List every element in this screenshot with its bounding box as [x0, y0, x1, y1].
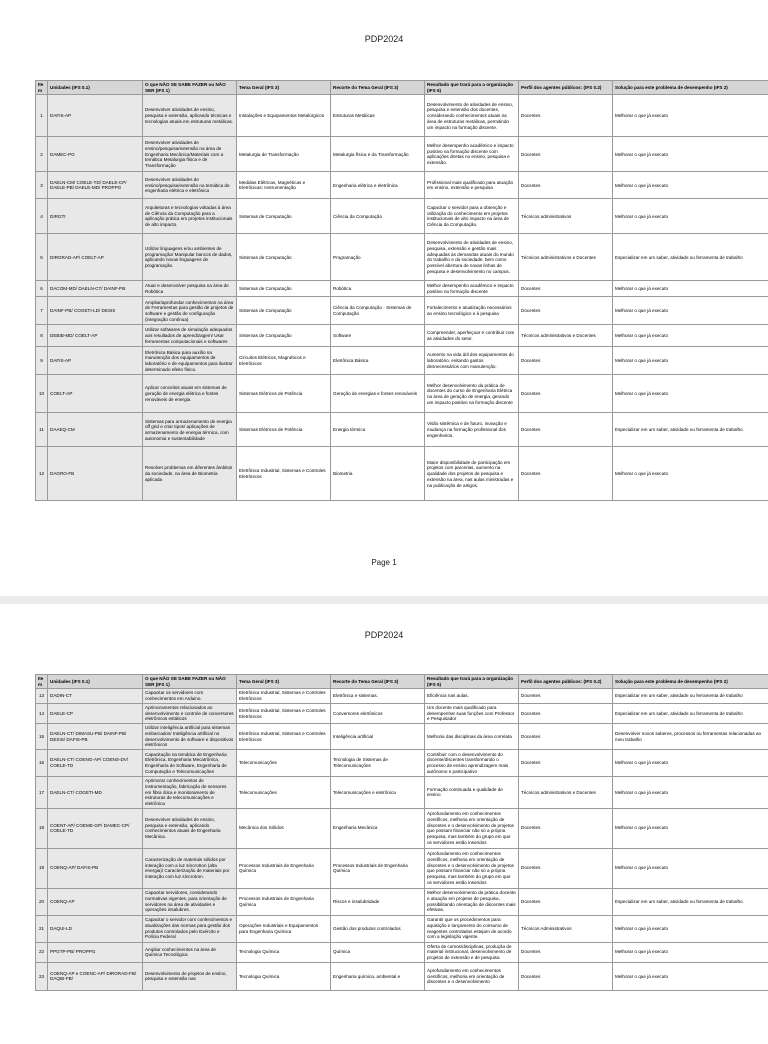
header-recorte: Recorte do Tema Geral (IFS 3)	[331, 675, 425, 689]
header-nao-sabe: O que NÃO SE SABE FAZER ou NÃO SER (IFS 1)	[143, 675, 237, 689]
cell-resultado: Visão sistêmica e de futuro, inovação e mudança na formação profissional dos engenheiros.	[425, 413, 519, 447]
header-tema: Tema Geral (IFS 3)	[237, 81, 331, 95]
cell-unidades: DACOM-MD/ DAELN-CT/ DAINF-PB	[48, 281, 143, 297]
cell-nao-sabe: Ampliar/aprofundar conhecimentos na área de Ferramentas para gestão de projetos de software e gestão de configuração (integração contínua)	[143, 297, 237, 325]
cell-unidades: DAFIS-AP	[48, 95, 143, 137]
cell-recorte: Engenharia química, ambiental e	[331, 962, 425, 990]
cell-unidades: DAINF-PB/ COGETI-LD/ DESIS	[48, 297, 143, 325]
cell-unidades: COENQ-AP	[48, 888, 143, 915]
cell-nao-sabe: Ampliar conhecimentos na área de Química Tecnológica	[143, 942, 237, 962]
header-item: Item	[36, 675, 48, 689]
header-unidades: Unidades (IFS 0.1)	[48, 675, 143, 689]
cell-nao-sabe: Desenvolvimento de projetos de ensino, pesquisa e extensão nas	[143, 962, 237, 990]
cell-perfil: Técnicos administrativos e Docentes	[519, 325, 613, 347]
cell-recorte: Energia térmica	[331, 413, 425, 447]
cell-tema: Tecnologia Química	[237, 942, 331, 962]
cell-nao-sabe: Capacitar servidores, considerando normativas vigentes, para orientação de servidores na área de atividades e operações insalubres.	[143, 888, 237, 915]
cell-solucao: Melhorar o que já executo	[613, 325, 768, 347]
cell-tema: Eletrônica Industrial, Sistemas e Controles Eletrônicos	[237, 447, 331, 501]
cell-resultado: Contribuir com o desenvolvimento do docente/discentes transformando o processo de ensino aprendizagem mais autônomo e participativo	[425, 750, 519, 777]
header-solucao: Solução para este problema de desempenho (IFS 2)	[613, 675, 768, 689]
cell-nao-sabe: Sistemas para armazenamento de energia off grid e criar tipos/ aplicações de armazenamento de energia térmica, com autonomia e sustentabilidade	[143, 413, 237, 447]
cell-item: 22	[36, 942, 48, 962]
cell-resultado: Aprofundamento em conhecimentos científicos, melhoria em orientação de discentes e o desenvolvimento de projetos que possam financiar não só a própria pesquisa, mas também do grupo em que os servidores estão inseridos	[425, 808, 519, 848]
cell-nao-sabe: Capacitação na temática de Engenharia Eletrônica, Engenharia Mecatrônica, Engenharia de Software, Engenharia de Computação e Telecomunicações	[143, 750, 237, 777]
cell-perfil: Docentes	[519, 137, 613, 172]
cell-solucao: Melhorar o que já executo	[613, 962, 768, 990]
cell-nao-sabe: Utilizar linguagens e/ou ambientes de programação/ Manipular bancos de dados, aplicando novas linguagens de programação.	[143, 234, 237, 281]
cell-item: 11	[36, 413, 48, 447]
cell-item: 16	[36, 750, 48, 777]
cell-recorte: Conversores eletrônicos	[331, 703, 425, 723]
table-row	[36, 325, 768, 347]
cell-perfil: Técnicos administrativos	[519, 199, 613, 234]
cell-item: 23	[36, 962, 48, 990]
table-row	[36, 95, 768, 137]
cell-recorte: Engenharia elétrica e eletrônica	[331, 172, 425, 199]
table-row	[36, 447, 768, 501]
cell-item: 12	[36, 447, 48, 501]
header-resultado: Resultado que trará para a organização (IFS 6)	[425, 675, 519, 689]
cell-resultado: Melhor desenvolvimento da prática docente e atuação em projetos de pesquisa, possibilitando orientação de discentes mais efetivas.	[425, 888, 519, 915]
cell-solucao: Melhorar o que já executo	[613, 199, 768, 234]
cell-recorte: Eletrônica e sistemas.	[331, 689, 425, 703]
cell-nao-sabe: Capacitar os servidores com conhecimentos em Arduino.	[143, 689, 237, 703]
cell-recorte: Processos Industriais de Engenharia Química	[331, 848, 425, 888]
cell-recorte: Software	[331, 325, 425, 347]
cell-unidades: DAFIS-AP	[48, 347, 143, 375]
cell-recorte: Química	[331, 942, 425, 962]
cell-resultado: Aumento na vida útil dos equipamentos do laboratório, evitando gastos desnecessários com manutenção.	[425, 347, 519, 375]
cell-solucao: Melhorar o que já executo	[613, 281, 768, 297]
cell-item: 4	[36, 199, 48, 234]
cell-item: 21	[36, 915, 48, 942]
cell-solucao: Melhorar o que já executo	[613, 942, 768, 962]
cell-unidades: DAELN-CT/ DIMASU-PB/ DAINF-PB/ DESIS/ DAFIS-PB	[48, 724, 143, 750]
cell-nao-sabe: Utilizar softwares de simulação adequados aos resultados de aprendizagem/ Usar ferramentas computacionais e softwares	[143, 325, 237, 347]
cell-perfil: Docentes	[519, 172, 613, 199]
cell-nao-sabe: Arquiteturas e tecnologias voltadas à área de Ciência da Computação para a aplicação prática em projetos institucionais de alto impacto.	[143, 199, 237, 234]
header-tema: Tema Geral (IFS 3)	[237, 675, 331, 689]
cell-recorte: Eletrônica Básica	[331, 347, 425, 375]
cell-perfil: Docentes	[519, 375, 613, 413]
cell-unidades: COENQ-AP e COENC-AP/ DIRGRAD-FB/ DAQBI-FB/	[48, 962, 143, 990]
cell-unidades: DAMEC-PG	[48, 137, 143, 172]
cell-recorte: Biometria	[331, 447, 425, 501]
cell-unidades: COENT-AP/ COEME-GP/ DAMEC-CP/ COELE-TD	[48, 808, 143, 848]
header-item: Item	[36, 81, 48, 95]
cell-resultado: Um docente mais qualificado para desempenhar suas funções com Professor e Pesquisador	[425, 703, 519, 723]
cell-tema: Processos Industriais de Engenharia Química	[237, 888, 331, 915]
cell-tema: Sistemas de Computação	[237, 281, 331, 297]
cell-item: 19	[36, 848, 48, 888]
document-page-2	[0, 604, 768, 1044]
cell-item: 2	[36, 137, 48, 172]
cell-solucao: Melhorar o que já executo	[613, 447, 768, 501]
cell-solucao: Especializar em um saber, atividade ou ferramenta de trabalho	[613, 689, 768, 703]
cell-unidades: DEBIB-MD/ COELT-AP	[48, 325, 143, 347]
cell-perfil: Docentes	[519, 703, 613, 723]
cell-recorte: Metalurgia física e da Transformação	[331, 137, 425, 172]
cell-unidades: DAELE-CP	[48, 703, 143, 723]
cell-tema: Eletrônica Industrial, Sistemas e Controles Eletrônicos	[237, 703, 331, 723]
table-row	[36, 137, 768, 172]
cell-unidades: DIRGRAD-AP/ COELT-AP	[48, 234, 143, 281]
cell-perfil: Técnicos Administrativos	[519, 915, 613, 942]
cell-perfil: Docentes	[519, 942, 613, 962]
cell-resultado: Capacitar o servidor para a obtenção e utilização do conhecimento em projetos institucionais de alto impacto na área de Ciência da Computação.	[425, 199, 519, 234]
header-perfil: Perfil dos agentes públicos: (IFS 0.2)	[519, 675, 613, 689]
cell-unidades: COENQ-AP/ DAFIS-PB	[48, 848, 143, 888]
cell-unidades: DAELN-CM/ COELE-TD/ DAELE-CP/ DAELE-PB/ DAELE-MD/ PROPPG	[48, 172, 143, 199]
cell-nao-sabe: Aprimoramentos relacionados ao desenvolvimento e controle de conversores eletrônicos estáticos	[143, 703, 237, 723]
cell-item: 1	[36, 95, 48, 137]
table-row	[36, 942, 768, 962]
cell-recorte: Riscos e insalubridade	[331, 888, 425, 915]
page-title: PDP2024	[0, 630, 768, 640]
cell-perfil: Docentes	[519, 95, 613, 137]
cell-solucao: Especializar em um saber, atividade ou ferramenta de trabalho	[613, 703, 768, 723]
cell-resultado: Oferta de cursos/disciplinas, produção de material instrucional, desenvolvimento de projetos de extensão e de pesquisa	[425, 942, 519, 962]
cell-nao-sabe: Desenvolver atividades de ensino/pesquisa/extensão na temática de engenharia elétrica e eletrônica	[143, 172, 237, 199]
cell-resultado: Garantir que os procedimentos para aquisição e lançamento do consumo de reagentes controlados estejam de acordo com a legislação vigente.	[425, 915, 519, 942]
table-row	[36, 848, 768, 888]
cell-unidades: DAELN-CT/ COGETI-MD	[48, 777, 143, 809]
cell-solucao: Melhorar o que já executo	[613, 375, 768, 413]
cell-tema: Operações Industriais e Equipamentos para Engenharia Química	[237, 915, 331, 942]
cell-recorte: Robótica	[331, 281, 425, 297]
cell-solucao: Melhorar o que já executo	[613, 95, 768, 137]
cell-tema: Processos Industriais de Engenharia Química	[237, 848, 331, 888]
cell-tema: Sistemas Elétricos de Potência	[237, 413, 331, 447]
cell-nao-sabe: Aprimorar conhecimentos de instrumentação, fabricação de sensores em fibra ótica e monitoramento de estruturas de telecomunicações e eletrônica	[143, 777, 237, 809]
pdp-table-page-1	[35, 80, 768, 501]
cell-tema: Eletrônica Industrial, Sistemas e Controles Eletrônicos	[237, 724, 331, 750]
cell-unidades: DADIN-CT	[48, 689, 143, 703]
cell-resultado: Profissional mais qualificado para atuação em ensino, extensão e pesquisa	[425, 172, 519, 199]
header-solucao: Solução para este problema de desempenho (IFS 2)	[613, 81, 768, 95]
cell-solucao: Especializar em um saber, atividade ou ferramenta de trabalho	[613, 234, 768, 281]
cell-perfil: Técnicos administrativos e Docentes	[519, 777, 613, 809]
table-row	[36, 915, 768, 942]
cell-solucao: Melhorar o que já executo	[613, 848, 768, 888]
cell-solucao: Melhorar o que já executo	[613, 750, 768, 777]
table-row	[36, 724, 768, 750]
cell-nao-sabe: Desenvolver atividades de ensino, pesquisa e extensão, aplicando conhecimentos atuais de Engenharia Mecânica.	[143, 808, 237, 848]
cell-tema: Sistemas de Computação	[237, 325, 331, 347]
cell-recorte: Tecnologia de Sistemas de Telecomunicações	[331, 750, 425, 777]
cell-solucao: Melhorar o que já executo	[613, 808, 768, 848]
cell-resultado: Melhor desempenho acadêmico e impacto positivo na formação discente	[425, 281, 519, 297]
cell-resultado: Melhor desenvolvimento da prática de docentes do curso de Engenharia Elétrica na área de geração de energia, gerando um impacto positivo na formação discente	[425, 375, 519, 413]
cell-recorte: Telecomunicações e eletrônica	[331, 777, 425, 809]
cell-tema: Eletrônica Industrial, Sistemas e Controles Eletrônicos	[237, 689, 331, 703]
cell-resultado: Eficiência nas aulas.	[425, 689, 519, 703]
cell-unidades: DAELN-CT/ COENG-AP/ COENS-DV/ COELE-TD	[48, 750, 143, 777]
cell-item: 3	[36, 172, 48, 199]
cell-unidades: COELT-AP	[48, 375, 143, 413]
cell-recorte: Programação	[331, 234, 425, 281]
cell-perfil: Docentes	[519, 848, 613, 888]
cell-resultado: Aprofundamento em conhecimentos científicos, melhoria em orientação de discentes e o desenvolvimento de projetos que possam financiar não só a própria pesquisa, mas também do grupo em que os servidores estão inseridos	[425, 848, 519, 888]
table-row	[36, 808, 768, 848]
table-row	[36, 777, 768, 809]
cell-nao-sabe: Caracterização de materiais sólidos por interação com a luz síncrotron (alta energia)/ Caracterização de materiais por interação com luz síncrotron.	[143, 848, 237, 888]
table-row	[36, 703, 768, 723]
cell-perfil: Docentes	[519, 724, 613, 750]
table-row	[36, 413, 768, 447]
cell-tema: Sistemas de Computação	[237, 297, 331, 325]
cell-perfil: Técnicos administrativos e Docentes	[519, 234, 613, 281]
cell-solucao: Especializar em um saber, atividade ou ferramenta de trabalho	[613, 413, 768, 447]
cell-item: 9	[36, 347, 48, 375]
cell-solucao: Melhorar o que já executo	[613, 777, 768, 809]
page-footer: Page 1	[0, 558, 768, 567]
table-header-row	[36, 675, 768, 689]
cell-unidades: PPGTP-PB/ PROPPG	[48, 942, 143, 962]
cell-nao-sabe: Atuar e desenvolver pesquisa na área de Robótica	[143, 281, 237, 297]
cell-unidades: DIRGTI	[48, 199, 143, 234]
cell-tema: Mecânica dos Sólidos	[237, 808, 331, 848]
table-row	[36, 689, 768, 703]
cell-nao-sabe: Capacitar o servidor com conhecimentos e atualizações das normas para gestão dos produtos controlados pelo Exército e Polícia Federal	[143, 915, 237, 942]
table-row	[36, 199, 768, 234]
table-body-page-1	[36, 95, 768, 501]
cell-nao-sabe: Utilizar inteligência artificial para sistemas embarcados/ Inteligência artificial no desenvolvimento de software e dispositivos eletrônicos	[143, 724, 237, 750]
page-title: PDP2024	[0, 34, 768, 44]
cell-tema: Telecomunicações	[237, 777, 331, 809]
cell-unidades: DAGRO-FB	[48, 447, 143, 501]
cell-resultado: Aprofundamento em conhecimentos científicos, melhoria em orientação de discentes e o desenvolvimento	[425, 962, 519, 990]
table-row	[36, 172, 768, 199]
cell-item: 20	[36, 888, 48, 915]
cell-perfil: Docentes	[519, 447, 613, 501]
cell-solucao: Desenvolver novos saberes, processos ou ferramentas relacionadas ao meu trabalho	[613, 724, 768, 750]
table-body-page-2	[36, 689, 768, 990]
table-row	[36, 375, 768, 413]
cell-nao-sabe: Desenvolver atividades de ensino, pesquisa e extensão, aplicando técnicas e tecnologias atuais em estruturas metálicas.	[143, 95, 237, 137]
cell-unidades: DAQUI-LD	[48, 915, 143, 942]
cell-item: 8	[36, 325, 48, 347]
cell-resultado: Formação continuada e qualidade de ensino	[425, 777, 519, 809]
table-row	[36, 888, 768, 915]
cell-resultado: Maior disponibilidade de participação em projetos com parcerias, aumento na qualidade dos projetos de pesquisa e extensão na área, nas aulas ministradas e na publicação de artigos.	[425, 447, 519, 501]
cell-tema: Instalações e Equipamentos Metalúrgicos	[237, 95, 331, 137]
cell-recorte: Estruturas Metálicas	[331, 95, 425, 137]
cell-item: 6	[36, 281, 48, 297]
cell-item: 13	[36, 689, 48, 703]
cell-recorte: Ciência da Computação	[331, 199, 425, 234]
cell-item: 5	[36, 234, 48, 281]
header-unidades: Unidades (IFS 0.1)	[48, 81, 143, 95]
table-row	[36, 234, 768, 281]
table-row	[36, 281, 768, 297]
header-perfil: Perfil dos agentes públicos: (IFS 0.2)	[519, 81, 613, 95]
cell-solucao: Melhorar o que já executo	[613, 347, 768, 375]
cell-recorte: Gestão dos produtos controlados	[331, 915, 425, 942]
header-nao-sabe: O que NÃO SE SABE FAZER ou NÃO SER (IFS 1)	[143, 81, 237, 95]
cell-nao-sabe: Resolver problemas em diferentes âmbitos da sociedade, na área de Biometria aplicada	[143, 447, 237, 501]
cell-recorte: Geração de energias e fontes renováveis	[331, 375, 425, 413]
cell-perfil: Docentes	[519, 888, 613, 915]
cell-perfil: Docentes	[519, 808, 613, 848]
pdp-table-page-2	[35, 674, 768, 991]
cell-tema: Telecomunicações	[237, 750, 331, 777]
cell-tema: Sistemas de Computação	[237, 199, 331, 234]
cell-resultado: Melhor desempenho acadêmico e impacto positivo na formação discente com aplicações diretas no ensino, pesquisa e extensão.	[425, 137, 519, 172]
table-row	[36, 297, 768, 325]
cell-solucao: Melhorar o que já executo	[613, 915, 768, 942]
cell-recorte: Inteligência artificial	[331, 724, 425, 750]
cell-tema: Sistemas Elétricos de Potência	[237, 375, 331, 413]
cell-tema: Circuitos Elétricos, Magnéticos e Eletrônicos	[237, 347, 331, 375]
cell-solucao: Melhorar o que já executo	[613, 172, 768, 199]
cell-resultado: Melhoria das disciplinas da área correlata	[425, 724, 519, 750]
cell-perfil: Docentes	[519, 750, 613, 777]
cell-perfil: Docentes	[519, 347, 613, 375]
cell-perfil: Docentes	[519, 962, 613, 990]
cell-nao-sabe: Desenvolver atividades de ensino/pesquisa/extensão na área de Engenharia Mecânica/Materiais com a temática Metalurgia física e de Transformação	[143, 137, 237, 172]
cell-resultado: Fortalecimento e atualização necessários ao ensino tecnológico e à pesquisa	[425, 297, 519, 325]
table-header-row	[36, 81, 768, 95]
cell-tema: Tecnologia Química	[237, 962, 331, 990]
cell-nao-sabe: Eletrônica Básica para auxílio na manutenção dos equipamentos de laboratório e de equipamentos para ilustrar determinado efeito físico.	[143, 347, 237, 375]
cell-recorte: Engenharia Mecânica	[331, 808, 425, 848]
cell-solucao: Melhorar o que já executo	[613, 137, 768, 172]
cell-tema: Medidas Elétricas, Magnéticas e Eletrônicas; Instrumentação	[237, 172, 331, 199]
cell-resultado: Desenvolvimento de atividades de ensino, pesquisa e extensão dos docentes, considerando conhecimentos atuais na área de estruturas metálicas, permitindo um impacto na formação discente.	[425, 95, 519, 137]
table-row	[36, 962, 768, 990]
cell-item: 14	[36, 703, 48, 723]
cell-perfil: Docentes	[519, 281, 613, 297]
cell-recorte: Ciência da Computação - Sistemas de Computação	[331, 297, 425, 325]
cell-unidades: DAAEQ-CM	[48, 413, 143, 447]
header-recorte: Recorte do Tema Geral (IFS 3)	[331, 81, 425, 95]
cell-tema: Sistemas de Computação	[237, 234, 331, 281]
table-row	[36, 750, 768, 777]
cell-item: 18	[36, 808, 48, 848]
cell-perfil: Docentes	[519, 297, 613, 325]
cell-solucao: Especializar em um saber, atividade ou ferramenta de trabalho	[613, 888, 768, 915]
cell-tema: Metalurgia de Transformação	[237, 137, 331, 172]
cell-item: 17	[36, 777, 48, 809]
cell-item: 15	[36, 724, 48, 750]
cell-item: 10	[36, 375, 48, 413]
table-row	[36, 347, 768, 375]
cell-solucao: Melhorar o que já executo	[613, 297, 768, 325]
cell-resultado: Desenvolvimento de atividades de ensino, pesquisa, extensão e gestão mais adequadas às demandas atuais do mundo do trabalho e da sociedade, bem como possível abertura de novas linhas de pesquisa e desenvolvimento no campus.	[425, 234, 519, 281]
cell-resultado: Compreender, aperfeiçoar e contribuir com as atividades do setor.	[425, 325, 519, 347]
header-resultado: Resultado que trará para a organização (IFS 6)	[425, 81, 519, 95]
cell-perfil: Docentes	[519, 413, 613, 447]
cell-nao-sabe: Aplicar conceitos atuais em sistemas de geração de energia elétrica e fontes renováveis de energia	[143, 375, 237, 413]
cell-perfil: Docentes	[519, 689, 613, 703]
cell-item: 7	[36, 297, 48, 325]
